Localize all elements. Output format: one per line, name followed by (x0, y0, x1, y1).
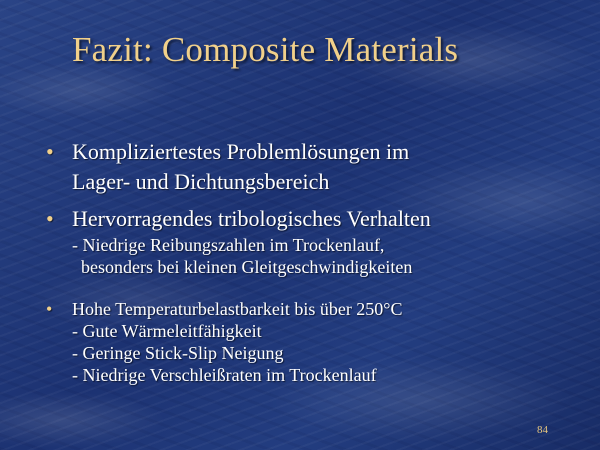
bullet-item-2 (46, 204, 431, 278)
bullet-item-3-subline-1: - Gute Wärmeleitfähigkeit (72, 321, 262, 341)
bullet-item-3-subline-2: - Geringe Stick-Slip Neigung (72, 343, 284, 363)
page-number: 84 (537, 424, 548, 436)
bullet-item-3 (46, 298, 403, 386)
bullet-icon: • (46, 206, 54, 231)
bullet-item-1-line-1: Kompliziertestes Problemlösungen im (72, 139, 410, 164)
bullet-item-2-subline-2: besonders bei kleinen Gleitgeschwindigkeiten (72, 257, 413, 277)
bullet-item-2-line-1: Hervorragendes tribologisches Verhalten (72, 206, 431, 231)
bullet-item-1-line-2: Lager- und Dichtungsbereich (72, 169, 330, 194)
bullet-item-1 (46, 137, 410, 197)
bullet-item-3-line-1: Hohe Temperaturbelastbarkeit bis über 250°C (72, 299, 403, 319)
bullet-icon: • (46, 139, 54, 164)
bullet-item-3-subline-3: - Niedrige Verschleißraten im Trockenlauf (72, 365, 377, 385)
bullet-icon: • (46, 299, 53, 319)
slide-title: Fazit: Composite Materials (72, 30, 459, 69)
bullet-item-2-subline-1: - Niedrige Reibungszahlen im Trockenlauf, (72, 235, 385, 255)
